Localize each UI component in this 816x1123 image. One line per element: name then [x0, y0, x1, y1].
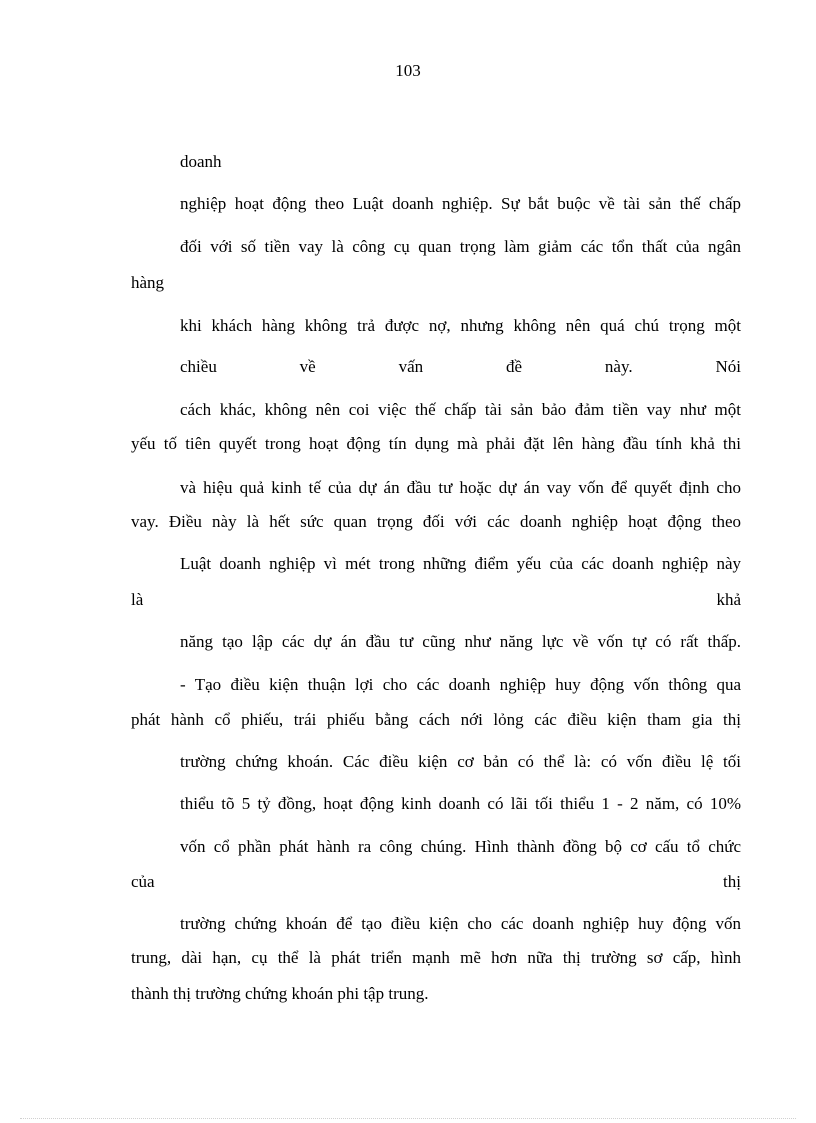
text-line: cách khác, không nên coi việc thế chấp tài sản bảo đảm tiền vay như một: [180, 400, 741, 419]
text-line: chiều về vấn đề này. Nói: [180, 357, 741, 376]
text-line: năng tạo lập các dự án đầu tư cũng như năng lực về vốn tự có rất thấp.: [180, 632, 741, 651]
text-line: khi khách hàng không trả được nợ, nhưng không nên quá chú trọng một: [180, 316, 741, 335]
text-line: thành thị trường chứng khoán phi tập trung.: [131, 984, 429, 1003]
text-line: trường chứng khoán. Các điều kiện cơ bản có thể là: có vốn điều lệ tối: [180, 752, 741, 771]
page-number: 103: [395, 61, 421, 80]
text-line: doanh: [180, 152, 222, 171]
text-line: - Tạo điều kiện thuận lợi cho các doanh nghiệp huy động vốn thông qua: [180, 675, 741, 694]
text-line: đối với số tiền vay là công cụ quan trọng làm giảm các tổn thất của ngân: [180, 237, 741, 256]
text-line: là khả: [131, 590, 741, 609]
text-line: vốn cổ phần phát hành ra công chúng. Hình thành đồng bộ cơ cấu tổ chức: [180, 837, 741, 856]
text-line: yếu tố tiên quyết trong hoạt động tín dụng mà phải đặt lên hàng đầu tính khả thi: [131, 434, 741, 453]
text-line: trung, dài hạn, cụ thể là phát triển mạnh mẽ hơn nữa thị trường sơ cấp, hình: [131, 948, 741, 967]
text-line: trường chứng khoán để tạo điều kiện cho các doanh nghiệp huy động vốn: [180, 914, 741, 933]
text-line: nghiệp hoạt động theo Luật doanh nghiệp. Sự bắt buộc về tài sản thế chấp: [180, 194, 741, 213]
text-line: phát hành cổ phiếu, trái phiếu bằng cách nới lỏng các điều kiện tham gia thị: [131, 710, 741, 729]
text-line: thiểu tõ 5 tỷ đồng, hoạt động kinh doanh có lãi tối thiểu 1 - 2 năm, có 10%: [180, 794, 741, 813]
text-line: và hiệu quả kinh tế của dự án đầu tư hoặc dự án vay vốn để quyết định cho: [180, 478, 741, 497]
page-bottom-rule: [20, 1118, 796, 1119]
text-line: hàng: [131, 273, 165, 292]
text-line: vay. Điều này là hết sức quan trọng đối với các doanh nghiệp hoạt động theo: [131, 512, 741, 531]
text-line: của thị: [131, 872, 741, 891]
text-line: Luật doanh nghiệp vì mét trong những điểm yếu của các doanh nghiệp này: [180, 554, 741, 573]
